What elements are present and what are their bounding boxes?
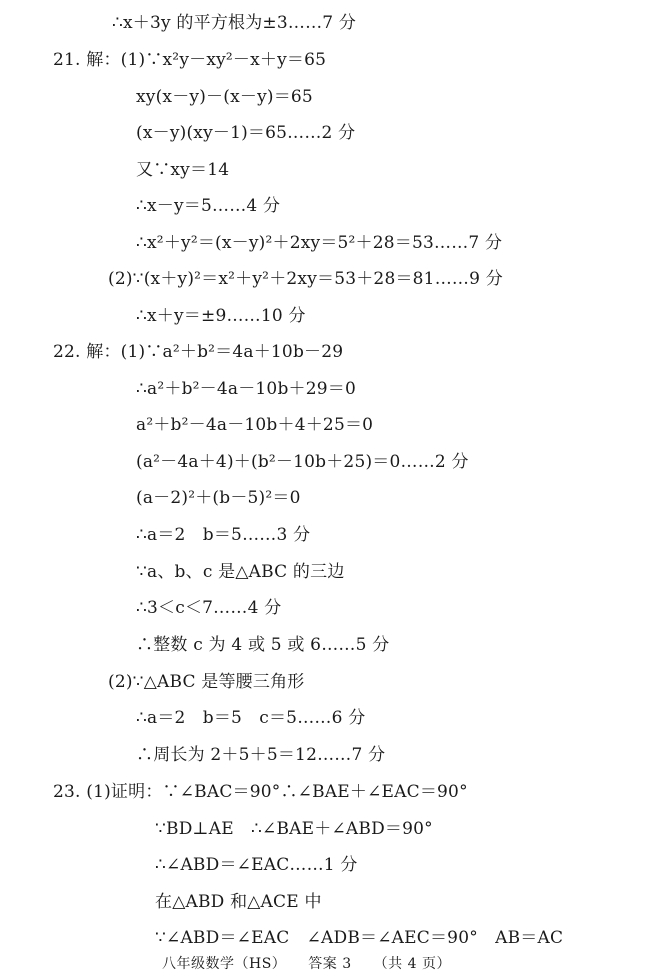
answer-line: ∴a＝2 b＝5 c＝5……6 分 bbox=[136, 708, 366, 728]
answer-line: (x－y)(xy－1)＝65……2 分 bbox=[136, 123, 356, 143]
answer-line: ∵a、b、c 是△ABC 的三边 bbox=[136, 562, 345, 582]
answer-line: xy(x－y)－(x－y)＝65 bbox=[136, 87, 313, 107]
question-23-heading: 23. (1)证明：∵∠BAC＝90°∴∠BAE＋∠EAC＝90° bbox=[53, 782, 468, 802]
answer-line: ∴a²＋b²－4a－10b＋29＝0 bbox=[136, 379, 356, 399]
question-22-heading: 22. 解：(1)∵a²＋b²＝4a＋10b－29 bbox=[53, 342, 344, 362]
answer-line: ∴x＋y＝±9……10 分 bbox=[136, 306, 306, 326]
answer-line: a²＋b²－4a－10b＋4＋25＝0 bbox=[136, 415, 374, 435]
answer-line: ∴3＜c＜7……4 分 bbox=[136, 598, 282, 618]
answer-line: ∵BD⊥AE ∴∠BAE＋∠ABD＝90° bbox=[155, 819, 433, 839]
page-footer: 八年级数学（HS） 答案 3 （共 4 页） bbox=[162, 956, 451, 972]
answer-line: ∴x＋3y 的平方根为±3……7 分 bbox=[112, 13, 357, 33]
answer-line: ∴∠ABD＝∠EAC……1 分 bbox=[155, 855, 358, 875]
question-22-part-2: (2)∵△ABC 是等腰三角形 bbox=[108, 672, 305, 692]
question-21-heading: 21. 解：(1)∵x²y－xy²－x＋y＝65 bbox=[53, 50, 327, 70]
answer-line: (a－2)²＋(b－5)²＝0 bbox=[136, 488, 301, 508]
answer-line: ∵∠ABD＝∠EAC ∠ADB＝∠AEC＝90° AB＝AC bbox=[155, 928, 564, 948]
answer-line: ∴x－y＝5……4 分 bbox=[136, 196, 281, 216]
answer-line: (a²－4a＋4)＋(b²－10b＋25)＝0……2 分 bbox=[136, 452, 469, 472]
answer-line: ∴周长为 2＋5＋5＝12……7 分 bbox=[136, 745, 386, 765]
answer-line: 又∵xy＝14 bbox=[136, 160, 230, 180]
answer-line: 在△ABD 和△ACE 中 bbox=[155, 892, 322, 912]
answer-line: ∴整数 c 为 4 或 5 或 6……5 分 bbox=[136, 635, 390, 655]
question-21-part-2: (2)∵(x＋y)²＝x²＋y²＋2xy＝53＋28＝81……9 分 bbox=[108, 269, 503, 289]
answer-line: ∴a＝2 b＝5……3 分 bbox=[136, 525, 311, 545]
answer-line: ∴x²＋y²＝(x－y)²＋2xy＝5²＋28＝53……7 分 bbox=[136, 233, 503, 253]
